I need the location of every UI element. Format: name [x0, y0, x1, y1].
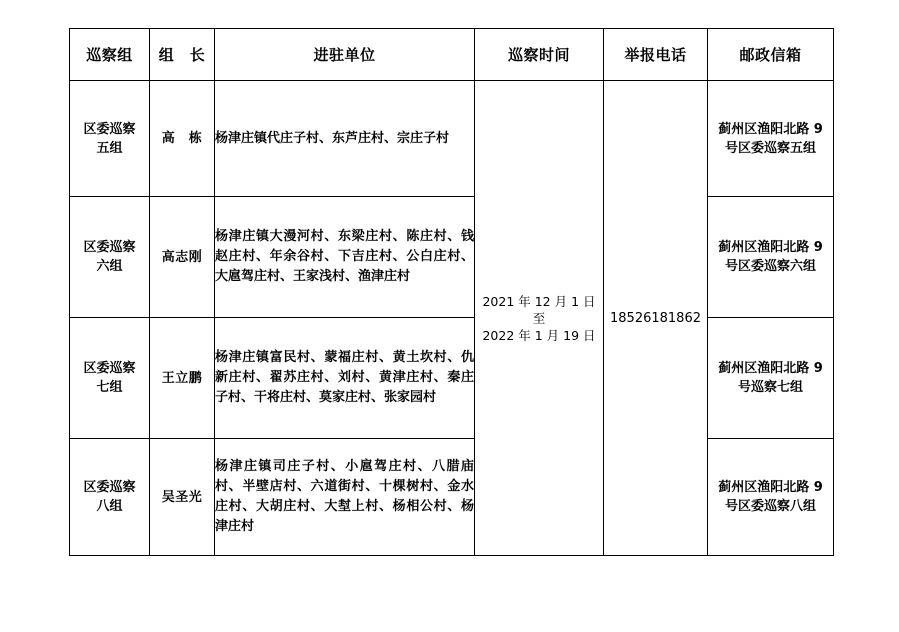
- units-cell: 杨津庄镇大漫河村、东梁庄村、陈庄村、钱赵庄村、年余谷村、下吉庄村、公白庄村、大扈驾庄村、王家浅村、渔津庄村: [215, 197, 475, 318]
- leader-cell: 吴圣光: [150, 439, 215, 556]
- units-cell: 杨津庄镇司庄子村、小扈驾庄村、八腊庙村、半壁店村、六道街村、十棵树村、金水庄村、大胡庄村、大堼上村、杨相公村、杨津庄村: [215, 439, 475, 556]
- mail-cell: 蓟州区渔阳北路 9 号区委巡察六组: [708, 197, 834, 318]
- leader-cell: 高 栋: [150, 81, 215, 197]
- header-phone: 举报电话: [604, 29, 708, 81]
- mail-cell: 蓟州区渔阳北路 9 号区委巡察五组: [708, 81, 834, 197]
- inspection-schedule-table: [69, 28, 834, 556]
- group-cell: 区委巡察八组: [70, 439, 150, 556]
- mail-cell: 蓟州区渔阳北路 9 号区委巡察八组: [708, 439, 834, 556]
- header-leader: 组 长: [150, 29, 215, 81]
- header-time: 巡察时间: [475, 29, 604, 81]
- time-start: 2021 年 12 月 1 日: [482, 293, 596, 309]
- units-cell: 杨津庄镇富民村、蒙福庄村、黄土坎村、仇新庄村、翟苏庄村、刘村、黄津庄村、秦庄子村、干将庄村、莫家庄村、张家园村: [215, 318, 475, 439]
- header-mail: 邮政信箱: [708, 29, 834, 81]
- leader-cell: 高志刚: [150, 197, 215, 318]
- leader-cell: 王立鹏: [150, 318, 215, 439]
- group-cell: 区委巡察五组: [70, 81, 150, 197]
- time-separator: 至: [532, 310, 546, 326]
- group-cell: 区委巡察六组: [70, 197, 150, 318]
- group-cell: 区委巡察七组: [70, 318, 150, 439]
- table-row: [70, 197, 834, 318]
- table-row: [70, 439, 834, 556]
- table-header-row: [70, 29, 834, 81]
- time-end: 2022 年 1 月 19 日: [482, 327, 596, 343]
- report-phone-cell: 18526181862: [604, 81, 708, 556]
- units-cell: 杨津庄镇代庄子村、东芦庄村、宗庄子村: [215, 81, 475, 197]
- header-units: 进驻单位: [215, 29, 475, 81]
- mail-cell: 蓟州区渔阳北路 9 号巡察七组: [708, 318, 834, 439]
- table-row: [70, 318, 834, 439]
- header-group: 巡察组: [70, 29, 150, 81]
- inspection-time-cell: [475, 81, 604, 556]
- table-row: [70, 81, 834, 197]
